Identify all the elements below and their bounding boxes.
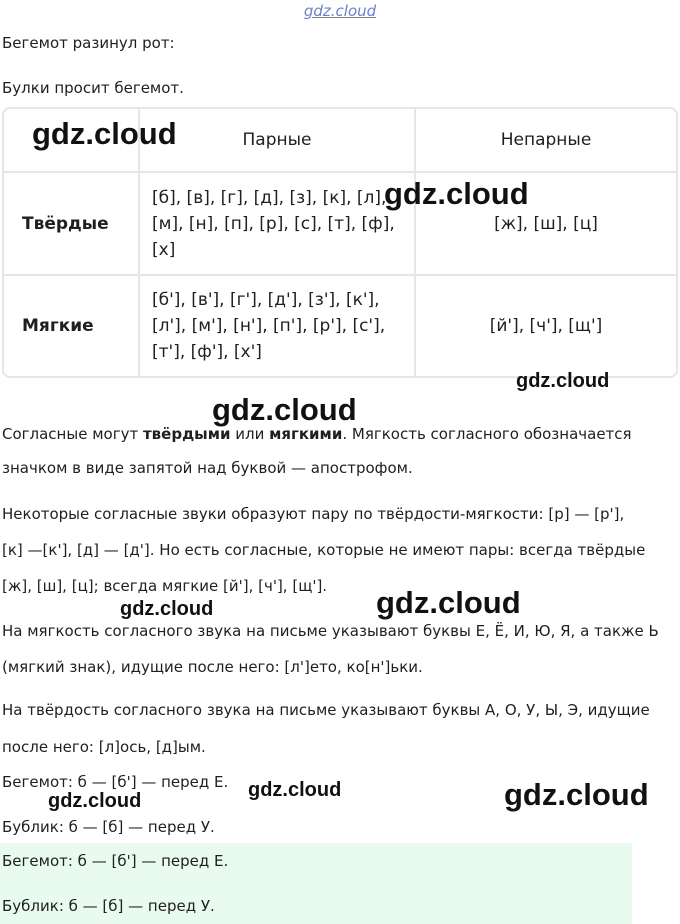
paragraph-4-line-1: На твёрдость согласного звука на письме указывают буквы А, О, У, Ы, Э, идущие <box>2 701 650 719</box>
row-label-soft: Мягкие <box>4 275 139 376</box>
paragraph-2-line-1: Некоторые согласные звуки образуют пару по твёрдости-мягкости: [р] — [р'], <box>2 505 625 523</box>
text-fragment: или <box>230 425 270 443</box>
watermark: gdz.cloud <box>384 176 529 211</box>
bold-term-hard: твёрдыми <box>142 425 231 443</box>
watermark: gdz.cloud <box>516 370 610 392</box>
watermark: gdz.cloud <box>212 392 357 427</box>
column-header-unpaired: Непарные <box>415 109 676 172</box>
watermark: gdz.cloud <box>32 116 177 151</box>
column-header-paired: Парные <box>139 109 415 172</box>
soft-unpaired-cell: [й'], [ч'], [щ'] <box>489 316 603 336</box>
soft-paired-line: [л'], [м'], [н'], [п'], [р'], [с'], <box>152 316 386 336</box>
text-fragment: . Мягкость согласного обозначается <box>342 425 632 443</box>
watermark: gdz.cloud <box>504 777 649 812</box>
soft-paired-cell <box>139 275 415 376</box>
example-line-2: Бублик: б — [б] — перед У. <box>2 818 215 836</box>
bold-term-soft: мягкими <box>269 425 343 443</box>
site-logo-link[interactable]: gdz.cloud <box>303 2 377 20</box>
table-row-hard <box>4 172 676 275</box>
text-fragment: Согласные могут <box>2 425 143 443</box>
hard-paired-line: [х] <box>152 239 176 260</box>
paragraph-3-line-2: (мягкий знак), идущие после него: [л']ето, ко[н']ьки. <box>2 658 423 676</box>
hard-unpaired-cell: [ж], [ш], [ц] <box>415 172 676 275</box>
paragraph-2-line-3: [ж], [ш], [ц]; всегда мягкие [й'], [ч'], [щ']. <box>2 577 328 595</box>
answer-line-2: Бублик: б — [б] — перед У. <box>2 897 215 915</box>
example-line-1: Бегемот: б — [б'] — перед Е. <box>2 773 229 791</box>
paragraph-4-line-2: после него: [л]ось, [д]ым. <box>2 738 206 756</box>
table-row-soft <box>4 275 676 376</box>
hard-paired-line: [м], [н], [п], [р], [с], [т], [ф], <box>152 213 395 234</box>
watermark: gdz.cloud <box>376 585 521 620</box>
paragraph-2-line-2: [к] —[к'], [д] — [д']. Но есть согласные, которые не имеют пары: всегда твёрдые <box>2 541 646 559</box>
soft-paired-line: [б'], [в'], [г'], [д'], [з'], [к'], <box>152 290 380 310</box>
row-label-hard: Твёрдые <box>4 172 139 275</box>
watermark: gdz.cloud <box>248 779 342 801</box>
watermark: gdz.cloud <box>120 598 214 620</box>
paragraph-1-line-2: значком в виде запятой над буквой — апострофом. <box>2 459 413 477</box>
soft-paired-line: [т'], [ф'], [х'] <box>152 342 262 362</box>
hard-paired-cell <box>139 172 415 275</box>
poem-line-1: Бегемот разинул рот: <box>2 34 175 52</box>
poem-line-2: Булки просит бегемот. <box>2 79 184 97</box>
paragraph-3-line-1: На мягкость согласного звука на письме указывают буквы Е, Ё, И, Ю, Я, а также Ь <box>2 622 659 640</box>
watermark: gdz.cloud <box>48 790 142 812</box>
answer-line-1: Бегемот: б — [б'] — перед Е. <box>2 852 229 870</box>
hard-paired-line: [б], [в], [г], [д], [з], [к], [л], <box>152 187 387 208</box>
